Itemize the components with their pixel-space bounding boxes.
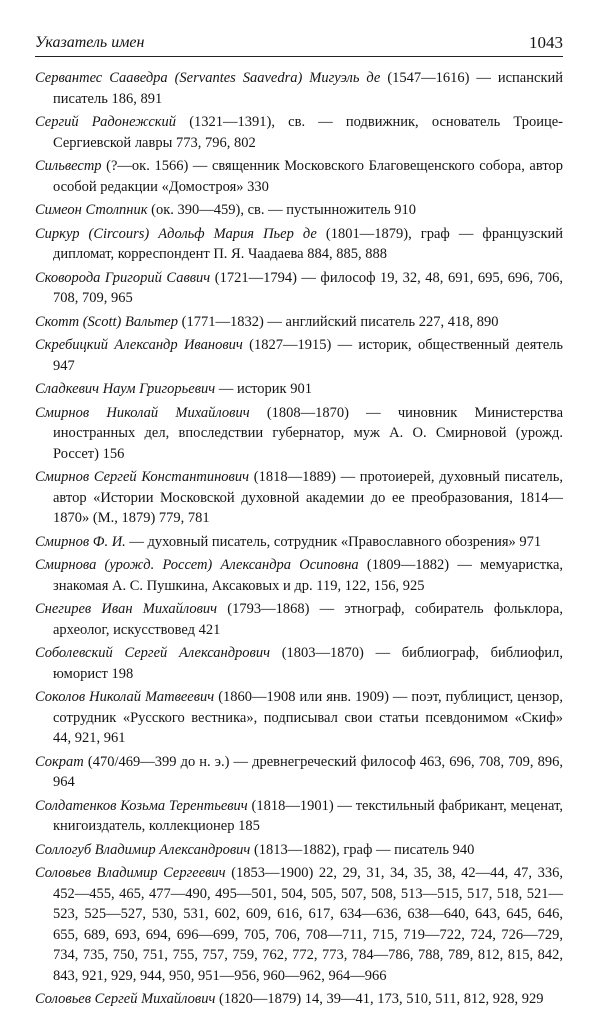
running-header	[35, 32, 563, 57]
entry-name: Сократ	[35, 753, 84, 770]
entry-text: (1818—1901) — текстильный фабрикант, меценат, книгоиздатель, коллекционер 185	[53, 797, 563, 834]
entry-name: Солдатенков Козьма Терентьевич	[35, 797, 248, 814]
entry-text: (?—ок. 1566) — священник Московского Благовещенского собора, автор особой редакции «Домостроя» 330	[53, 158, 564, 195]
entry-text: (1793—1868) — этнограф, собиратель фольклора, археолог, искусствовед 421	[53, 601, 563, 638]
entry-text: (1801—1879), граф — французский дипломат, корреспондент П. Я. Чаадаева 884, 885, 888	[53, 225, 564, 262]
entry-name: Скребицкий Александр Иванович	[35, 337, 243, 353]
name-index	[35, 68, 563, 1013]
index-entry	[35, 532, 563, 553]
entry-text: (1827—1915) — историк, общественный деятель 947	[53, 337, 563, 374]
entry-text: (1820—1879) 14, 39—41, 173, 510, 511, 812, 928, 929	[219, 991, 544, 1007]
index-entry	[35, 112, 563, 153]
entry-name: Смирнова (урожд. Россет) Александра Осиповна	[35, 557, 359, 573]
entry-text: (1813—1882), граф — писатель 940	[253, 841, 475, 858]
entry-name: Смирнов Николай Михайлович	[35, 404, 250, 421]
index-entry	[35, 335, 563, 376]
entry-name: Соллогуб Владимир Александрович	[35, 841, 251, 858]
entry-name: Симеон Столпник	[35, 202, 148, 218]
entry-name: Соловьев Владимир Сергеевич	[35, 865, 226, 881]
entry-text: (1803—1870) — библиограф, библиофил, юморист 198	[53, 645, 563, 682]
entry-text: (470/469—399 до н. э.) — древнегреческий философ 463, 696, 708, 709, 896, 964	[53, 753, 563, 790]
index-entry	[35, 379, 563, 400]
index-entry	[35, 599, 563, 640]
entry-text: — историк 901	[218, 381, 312, 397]
index-entry	[35, 643, 563, 684]
entry-text: (1809—1882) — мемуаристка, знакомая А. С. Пушкина, Аксаковых и др. 119, 122, 156, 925	[53, 557, 564, 594]
entry-name: Скотт (Scott) Вальтер	[35, 313, 178, 330]
entry-name: Сервантес Сааведра (Servantes Saavedra) Мигуэль де	[35, 70, 381, 86]
entry-text: (1547—1616) — испанский писатель 186, 891	[53, 70, 564, 107]
index-entry	[35, 312, 563, 333]
index-entry	[35, 467, 563, 529]
running-title: Указатель имен	[35, 34, 145, 51]
entry-name: Сковорода Григорий Саввич	[35, 269, 211, 286]
entry-name: Сладкевич Наум Григорьевич	[35, 381, 216, 397]
entry-text: (1853—1900) 22, 29, 31, 34, 35, 38, 42—44, 47, 336, 452—455, 465, 477—490, 495—501, 504, 505, 507, 508, 513—515, 517, 518, 521—523, 525—527, 530, 531, 602, 609, 616, 617, 634—636, 638—640, 643, 645, 646, 655, 689, 693, 694, 696—699, 705, 706, 708—711, 715, 719—722, 724, 726—729, 734, 735, 750, 751, 755, 757, 759, 762, 772, 773, 784—786, 788, 789, 812, 815, 842, 843, 921, 929, 944, 950, 951—956, 960—962, 964—966	[53, 865, 563, 984]
entry-text: (1818—1889) — протоиерей, духовный писатель, автор «Истории Московской духовной академии до ее преобразования, 1814—1870» (М., 1879) 779, 781	[53, 469, 564, 526]
index-entry	[35, 989, 563, 1010]
entry-name: Сильвестр	[35, 158, 102, 174]
entry-text: — духовный писатель, сотрудник «Православного обозрения» 971	[129, 533, 542, 550]
entry-name: Смирнов Ф. И.	[35, 533, 126, 550]
page-number: 1043	[529, 33, 563, 52]
entry-text: (1860—1908 или янв. 1909) — поэт, публицист, цензор, сотрудник «Русского вестника», подписывал свои статьи псевдонимом «Скиф» 44, 921, 961	[53, 689, 563, 746]
index-entry	[35, 840, 563, 861]
index-entry	[35, 687, 563, 749]
entry-name: Сергий Радонежский	[35, 114, 177, 130]
index-entry	[35, 68, 563, 109]
index-entry	[35, 863, 563, 986]
entry-name: Смирнов Сергей Константинович	[35, 469, 250, 485]
entry-name: Соловьев Сергей Михайлович	[35, 991, 216, 1007]
entry-text: (1721—1794) — философ 19, 32, 48, 691, 695, 696, 706, 708, 709, 965	[53, 269, 563, 306]
entry-text: (1771—1832) — английский писатель 227, 418, 890	[181, 313, 499, 330]
index-entry	[35, 752, 563, 793]
entry-name: Сиркур (Circours) Адольф Мария Пьер де	[35, 225, 317, 242]
index-entry	[35, 156, 563, 197]
index-entry	[35, 555, 563, 596]
index-entry	[35, 200, 563, 221]
index-entry	[35, 224, 563, 265]
entry-name: Соболевский Сергей Александрович	[35, 645, 270, 661]
entry-text: (1808—1870) — чиновник Министерства иностранных дел, впоследствии губернатор, муж А. О. Смирновой (урожд. Россет) 156	[53, 404, 564, 462]
entry-text: (1321—1391), св. — подвижник, основатель Троице-Сергиевской лавры 773, 796, 802	[53, 114, 563, 151]
entry-text: (ок. 390—459), св. — пустынножитель 910	[151, 202, 416, 218]
index-entry	[35, 268, 563, 309]
index-entry	[35, 403, 563, 465]
entry-name: Снегирев Иван Михайлович	[35, 601, 218, 617]
index-entry	[35, 796, 563, 837]
entry-name: Соколов Николай Матвеевич	[35, 689, 215, 705]
